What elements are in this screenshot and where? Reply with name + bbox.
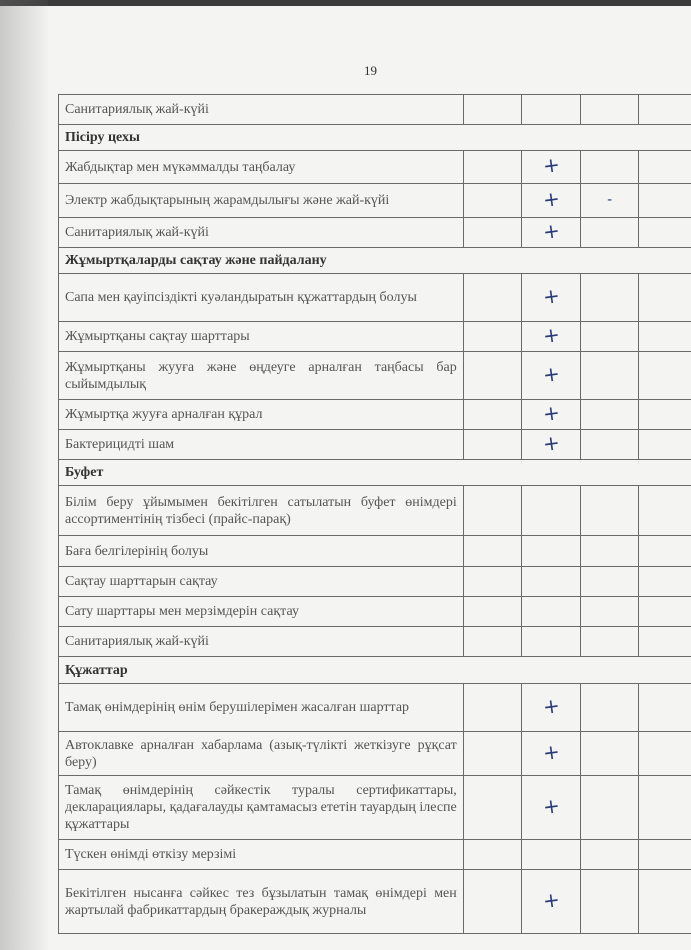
- mark-cell: [639, 597, 691, 627]
- mark-cell: [580, 732, 639, 776]
- mark-cell: [580, 627, 639, 657]
- dash-mark: -: [607, 192, 613, 208]
- mark-cell: [463, 840, 522, 870]
- scan-border: [0, 0, 691, 6]
- mark-cell: [463, 184, 522, 218]
- table-row: [59, 400, 691, 430]
- mark-cell: [522, 627, 581, 657]
- mark-cell: [463, 776, 522, 840]
- mark-cell: [580, 486, 639, 536]
- mark-cell: [580, 400, 639, 430]
- criterion-label: Бактерицидті шам: [59, 430, 464, 460]
- mark-cell: [522, 486, 581, 536]
- plus-mark: +: [541, 151, 561, 179]
- mark-cell: [639, 322, 691, 352]
- mark-cell: [639, 218, 691, 248]
- mark-cell: [522, 184, 581, 218]
- criterion-label: Бекітілген нысанға сәйкес тез бұзылатын тамақ өнімдері мен жартылай фабрикаттардың бракераждық журналы: [59, 870, 464, 934]
- criterion-label: Санитариялық жай-күйі: [59, 218, 464, 248]
- mark-cell: [639, 184, 691, 218]
- plus-mark: +: [541, 792, 561, 819]
- mark-cell: [580, 95, 639, 125]
- mark-cell: [522, 870, 581, 934]
- section-title: Буфет: [59, 460, 691, 486]
- mark-cell: [463, 430, 522, 460]
- plus-mark: +: [541, 282, 561, 309]
- mark-cell: [522, 776, 581, 840]
- mark-cell: [639, 840, 691, 870]
- mark-cell: [463, 151, 522, 184]
- mark-cell: [639, 274, 691, 322]
- mark-cell: [580, 151, 639, 184]
- criterion-label: Жабдықтар мен мүкәммалды таңбалау: [59, 151, 464, 184]
- mark-cell: [580, 352, 639, 400]
- mark-cell: [463, 732, 522, 776]
- table-row: [59, 352, 691, 400]
- criterion-label: Білім беру ұйымымен бекітілген сатылатын буфет өнімдері ассортиментінің тізбесі (прайс-парақ): [59, 486, 464, 536]
- mark-cell: [463, 400, 522, 430]
- plus-mark: +: [541, 692, 561, 719]
- mark-cell: [522, 322, 581, 352]
- mark-cell: [639, 352, 691, 400]
- plus-mark: +: [541, 399, 561, 426]
- criterion-label: Тамақ өнімдерінің өнім берушілерімен жасалған шарттар: [59, 684, 464, 732]
- table-row: [59, 184, 691, 218]
- mark-cell: [463, 218, 522, 248]
- plus-mark: +: [541, 360, 561, 387]
- mark-cell: [522, 597, 581, 627]
- mark-cell: [463, 870, 522, 934]
- mark-cell: [639, 151, 691, 184]
- table-row: [59, 684, 691, 732]
- criterion-label: Сақтау шарттарын сақтау: [59, 567, 464, 597]
- mark-cell: [522, 400, 581, 430]
- table-row: [59, 95, 691, 125]
- mark-cell: [463, 95, 522, 125]
- mark-cell: [639, 732, 691, 776]
- mark-cell: [639, 400, 691, 430]
- table-row: [59, 218, 691, 248]
- plus-mark: +: [541, 217, 561, 244]
- mark-cell: [522, 567, 581, 597]
- mark-cell: [463, 322, 522, 352]
- mark-cell: [580, 274, 639, 322]
- criterion-label: Жұмыртқа жууға арналған құрал: [59, 400, 464, 430]
- plus-mark: +: [541, 321, 561, 348]
- plus-mark: +: [541, 886, 561, 913]
- table-row: [59, 840, 691, 870]
- table-row: [59, 322, 691, 352]
- mark-cell: [580, 567, 639, 597]
- inspection-checklist-table: [58, 94, 691, 934]
- mark-cell: [463, 536, 522, 567]
- table-row: [59, 536, 691, 567]
- mark-cell: [639, 870, 691, 934]
- table-row: [59, 870, 691, 934]
- mark-cell: [580, 430, 639, 460]
- mark-cell: [522, 536, 581, 567]
- section-title: Пісіру цехы: [59, 125, 691, 151]
- mark-cell: [522, 95, 581, 125]
- mark-cell: [639, 536, 691, 567]
- plus-mark: +: [541, 429, 561, 456]
- criterion-label: Санитариялық жай-күйі: [59, 627, 464, 657]
- mark-cell: [463, 486, 522, 536]
- mark-cell: [522, 274, 581, 322]
- mark-cell: [522, 430, 581, 460]
- mark-cell: [639, 776, 691, 840]
- mark-cell: [639, 95, 691, 125]
- mark-cell: [639, 486, 691, 536]
- page-number: 19: [364, 63, 377, 78]
- criterion-label: Электр жабдықтарының жарамдылығы және жай-күйі: [59, 184, 464, 218]
- criterion-label: Сапа мен қауіпсіздікті куәландыратын құжаттардың болуы: [59, 274, 464, 322]
- mark-cell: [463, 352, 522, 400]
- mark-cell: [580, 597, 639, 627]
- table-row: [59, 486, 691, 536]
- scan-shadow: [0, 0, 48, 950]
- section-row: [59, 125, 691, 151]
- criterion-label: Жұмыртқаны жууға және өңдеуге арналған таңбасы бар сыйымдылық: [59, 352, 464, 400]
- mark-cell: [580, 870, 639, 934]
- mark-cell: [639, 430, 691, 460]
- section-row: [59, 657, 691, 684]
- table-row: [59, 567, 691, 597]
- criterion-label: Автоклавке арналған хабарлама (азық-түлікті жеткізуге рұқсат беру): [59, 732, 464, 776]
- mark-cell: [580, 684, 639, 732]
- table-row: [59, 776, 691, 840]
- table-row: [59, 430, 691, 460]
- mark-cell: [580, 322, 639, 352]
- table-row: [59, 627, 691, 657]
- mark-cell: [463, 597, 522, 627]
- mark-cell: [580, 536, 639, 567]
- criterion-label: Сату шарттары мен мерзімдерін сақтау: [59, 597, 464, 627]
- mark-cell: [580, 776, 639, 840]
- mark-cell: [639, 627, 691, 657]
- mark-cell: [580, 184, 639, 218]
- mark-cell: [580, 218, 639, 248]
- criterion-label: Тамақ өнімдерінің сәйкестік туралы сертификаттары, декларациялары, қадағалауды қамтамасыз ететін тауардың ілеспе құжаттары: [59, 776, 464, 840]
- mark-cell: [463, 274, 522, 322]
- table-row: [59, 274, 691, 322]
- section-row: [59, 460, 691, 486]
- mark-cell: [522, 684, 581, 732]
- mark-cell: [639, 567, 691, 597]
- section-title: Жұмыртқаларды сақтау және пайдалану: [59, 248, 691, 274]
- mark-cell: [463, 567, 522, 597]
- mark-cell: [522, 151, 581, 184]
- plus-mark: +: [541, 738, 561, 765]
- section-title: Құжаттар: [59, 657, 691, 684]
- mark-cell: [522, 732, 581, 776]
- mark-cell: [522, 352, 581, 400]
- table-row: [59, 732, 691, 776]
- criterion-label: Санитариялық жай-күйі: [59, 95, 464, 125]
- table-row: [59, 597, 691, 627]
- mark-cell: [463, 627, 522, 657]
- criterion-label: Баға белгілерінің болуы: [59, 536, 464, 567]
- section-row: [59, 248, 691, 274]
- mark-cell: [522, 840, 581, 870]
- table-row: [59, 151, 691, 184]
- criterion-label: Түскен өнімді өткізу мерзімі: [59, 840, 464, 870]
- mark-cell: [580, 840, 639, 870]
- plus-mark: +: [541, 185, 561, 212]
- mark-cell: [522, 218, 581, 248]
- mark-cell: [639, 684, 691, 732]
- mark-cell: [463, 684, 522, 732]
- criterion-label: Жұмыртқаны сақтау шарттары: [59, 322, 464, 352]
